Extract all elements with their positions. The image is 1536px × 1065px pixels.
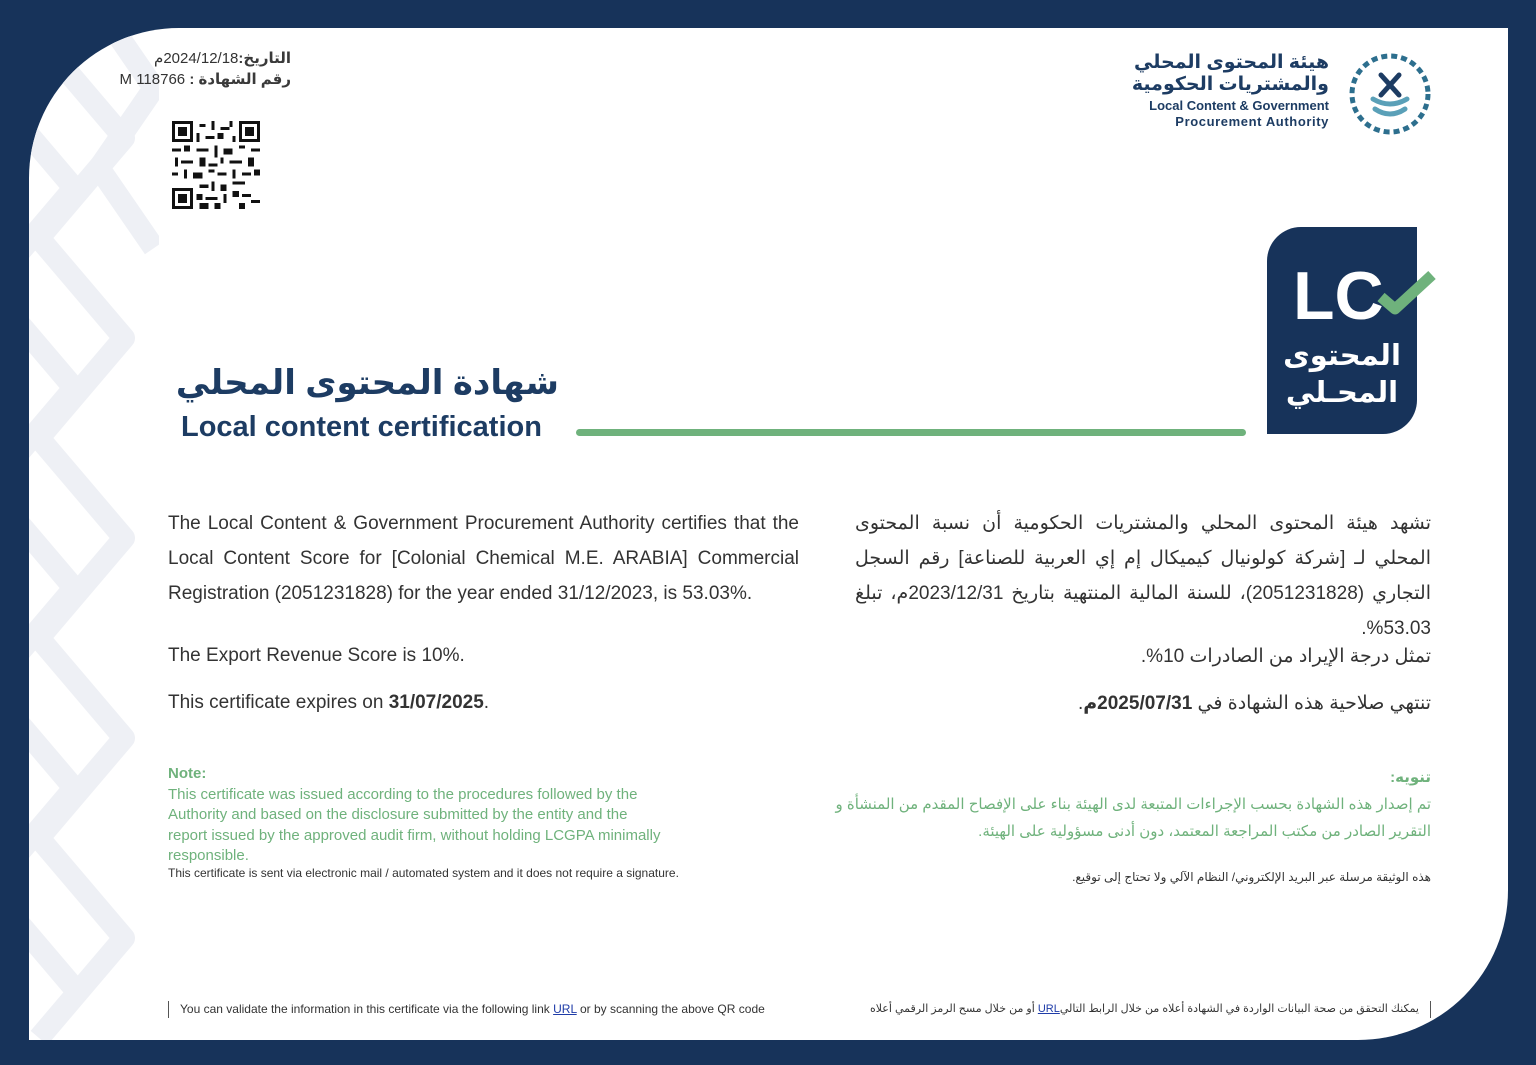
footer-divider-left — [168, 1001, 169, 1018]
footer-en-prefix: You can validate the information in this certificate via the following link — [180, 1002, 554, 1016]
note-label-en: Note: — [168, 765, 207, 782]
export-score-en: The Export Revenue Score is 10%. — [168, 645, 465, 666]
validation-link-ar[interactable]: URL — [1037, 1003, 1060, 1015]
title-ar: شهادة المحتوى المحلي — [175, 364, 559, 402]
title-en: Local content certification — [181, 411, 542, 443]
certificate-number — [120, 70, 291, 88]
note-label-ar: تنويه: — [1390, 769, 1431, 786]
certificate-card — [29, 28, 1508, 1040]
certification-text-en: The Local Content & Government Procurement Authority certifies that the Local Content Score for [Colonial Chemical M.E. ARABIA] Commercial Registration (2051231828) for the year ended 31/12/2023, is 53.03%. — [168, 513, 799, 604]
authority-name-ar-line1: هيئة المحتوى المحلي — [1134, 52, 1329, 73]
date-label: التاريخ: — [238, 50, 291, 67]
title-divider — [576, 429, 1246, 436]
decorative-pattern — [29, 28, 159, 1040]
authority-name — [1069, 52, 1329, 130]
certification-text-ar: تشهد هيئة المحتوى المحلي والمشتريات الحكومية أن نسبة المحتوى المحلي لـ [شركة كولونيال كيميكال إم إي العربية للصناعة] رقم السجل التجاري (2051231828)، للسنة المالية المنتهية بتاريخ 2023/12/31م، تبلغ 53.03%. — [855, 513, 1431, 639]
validation-footer-en — [180, 1002, 765, 1016]
expiry-suffix-ar: . — [1077, 693, 1084, 714]
authority-emblem-icon — [1347, 51, 1433, 137]
lc-logo-icon — [1267, 227, 1437, 434]
expiry-suffix-en: . — [483, 692, 490, 713]
date-value: 2024/12/18م — [154, 50, 239, 67]
cert-no-value: M 118766 — [119, 71, 186, 88]
authority-name-en-line1: Local Content & Government — [1149, 98, 1329, 113]
expiry-ar — [1078, 692, 1431, 715]
expiry-date-en: 31/07/2025 — [388, 692, 484, 713]
expiry-prefix-ar: تنتهي صلاحية هذه الشهادة في — [1192, 693, 1431, 714]
expiry-prefix-en: This certificate expires on — [168, 692, 389, 713]
qr-code[interactable] — [172, 121, 260, 209]
footer-divider-right — [1430, 1001, 1431, 1018]
note-ar — [831, 764, 1431, 845]
expiry-date-ar: 2025/07/31م — [1083, 693, 1193, 714]
export-score-ar: تمثل درجة الإيراد من الصادرات 10%. — [1140, 646, 1431, 667]
note-text-en: This certificate was issued according to the procedures followed by the Authority and based on the disclosure submitted by the entity and the report issued by the approved audit firm, without holding LCGPA minimally responsible. — [168, 785, 661, 864]
validation-link-en[interactable]: URL — [553, 1002, 577, 1016]
issue-date — [154, 49, 291, 67]
validation-footer-ar — [870, 1002, 1419, 1015]
expiry-en — [168, 692, 489, 714]
authority-name-ar-line2: والمشتريات الحكومية — [1131, 74, 1329, 95]
cert-no-label: رقم الشهادة : — [189, 71, 291, 88]
footer-ar-prefix: يمكنك التحقق من صحة البيانات الواردة في الشهادة أعلاه من خلال الرابط التالي — [1059, 1003, 1419, 1015]
footer-en-suffix: or by scanning the above QR code — [576, 1002, 765, 1016]
note-en — [168, 764, 668, 867]
authority-name-en-line2: Procurement Authority — [1175, 114, 1329, 129]
lc-text-ar-line2: المحـلي — [1285, 375, 1399, 409]
footer-ar-suffix: أو من خلال مسح الرمز الرقمي أعلاه — [869, 1003, 1038, 1015]
note-text-ar: تم إصدار هذه الشهادة بحسب الإجراءات المتبعة لدى الهيئة بناء على الإفصاح المقدم من المنشأة و التقرير الصادر من مكتب المراجعة المعتمد، دون أدنى مسؤولية على الهيئة. — [835, 796, 1431, 840]
electronic-notice-ar: هذه الوثيقة مرسلة عبر البريد الإلكتروني/ النظام الآلي ولا تحتاج إلى توقيع. — [1072, 870, 1431, 884]
electronic-notice-en: This certificate is sent via electronic mail / automated system and it does not require a signature. — [168, 866, 679, 880]
lc-letters: LC — [1293, 258, 1384, 334]
lc-text-ar-line1: المحتوى — [1283, 338, 1401, 372]
